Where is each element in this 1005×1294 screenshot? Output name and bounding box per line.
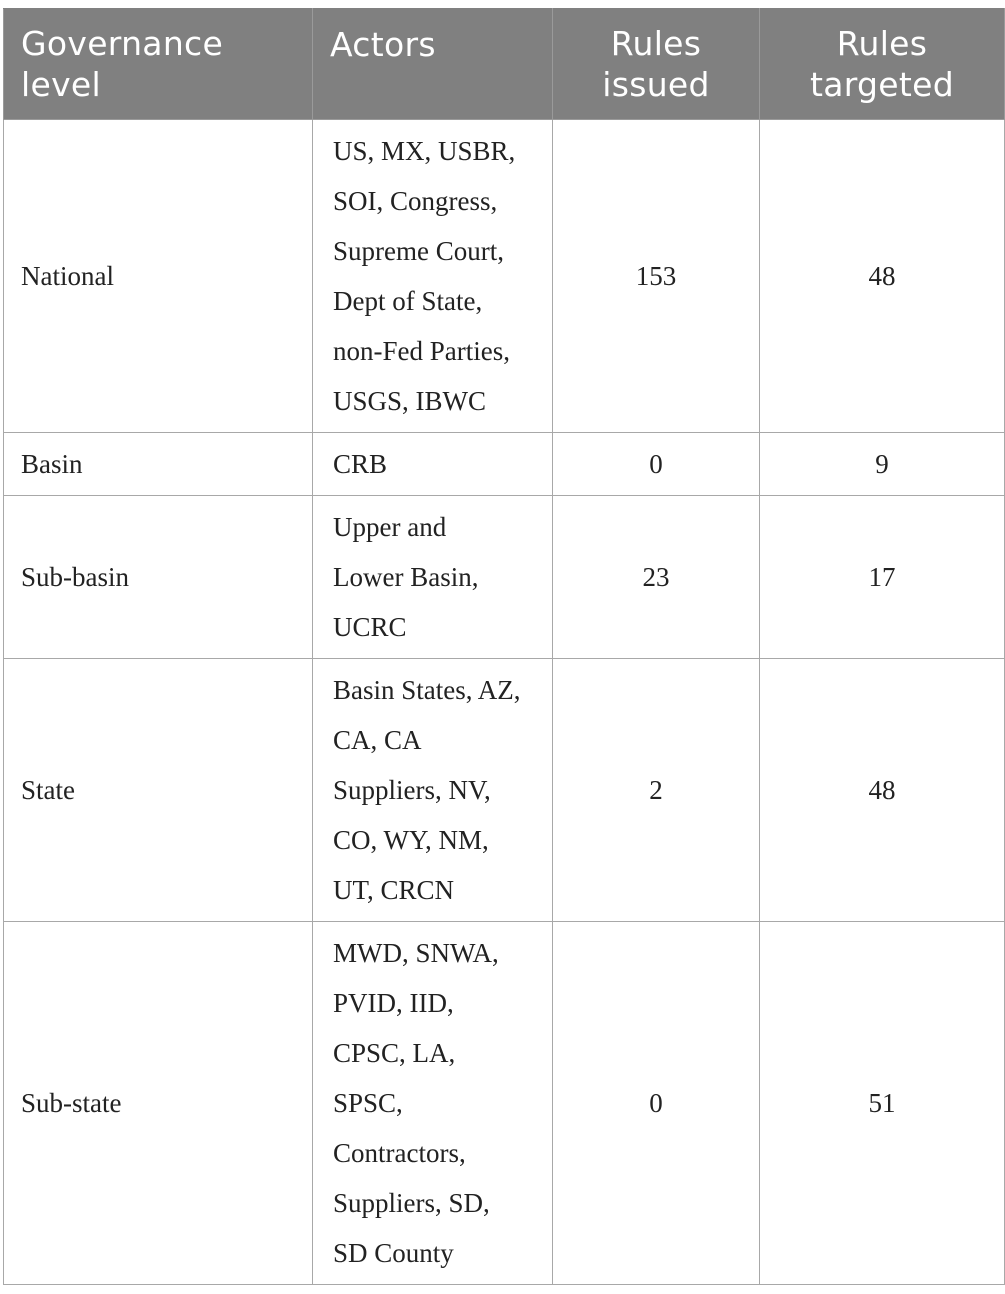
rules-targeted-cell: 9 [760, 433, 1005, 496]
header-line: Rules [836, 24, 928, 63]
header-actors [313, 9, 553, 120]
table-row [4, 922, 1005, 1285]
actor-line: MWD, SNWA, [333, 938, 499, 968]
header-line: Rules [610, 24, 702, 63]
actors-cell [313, 659, 553, 922]
rules-targeted-cell: 48 [760, 659, 1005, 922]
table-header [4, 9, 1005, 120]
governance-level-cell: National [4, 120, 313, 433]
actor-line: Suppliers, NV, [333, 775, 491, 805]
actors-cell [313, 922, 553, 1285]
actor-line: CO, WY, NM, [333, 825, 489, 855]
rules-issued-cell: 153 [553, 120, 760, 433]
actor-line: USGS, IBWC [333, 386, 487, 416]
governance-level-cell: State [4, 659, 313, 922]
actor-line: Lower Basin, [333, 562, 479, 592]
header-line: level [21, 65, 101, 104]
actor-line: UT, CRCN [333, 875, 455, 905]
actor-line: Basin States, AZ, [333, 675, 521, 705]
actor-line: Suppliers, SD, [333, 1188, 490, 1218]
actor-line: US, MX, USBR, [333, 136, 516, 166]
actor-line: UCRC [333, 612, 407, 642]
actor-line: Dept of State, [333, 286, 483, 316]
rules-issued-cell: 0 [553, 922, 760, 1285]
actor-line: SPSC, [333, 1088, 403, 1118]
rules-issued-cell: 23 [553, 496, 760, 659]
actor-line: Upper and [333, 512, 447, 542]
header-line: issued [602, 65, 710, 104]
header-line: Governance [21, 24, 224, 63]
header-rules-targeted [760, 9, 1005, 120]
actor-line: Contractors, [333, 1138, 466, 1168]
table-body [4, 120, 1005, 1285]
rules-targeted-cell: 48 [760, 120, 1005, 433]
header-line: targeted [810, 65, 954, 104]
actor-line: Supreme Court, [333, 236, 504, 266]
actor-line: CA, CA [333, 725, 422, 755]
actors-cell [313, 433, 553, 496]
table-row [4, 433, 1005, 496]
actors-cell [313, 120, 553, 433]
actor-line: SD County [333, 1238, 454, 1268]
header-line: Actors [330, 25, 436, 64]
governance-level-cell: Sub-state [4, 922, 313, 1285]
actor-line: non-Fed Parties, [333, 336, 510, 366]
governance-level-cell: Sub-basin [4, 496, 313, 659]
table-row [4, 659, 1005, 922]
header-governance-level [4, 9, 313, 120]
header-row [4, 9, 1005, 120]
actors-cell [313, 496, 553, 659]
actor-line: CRB [333, 449, 388, 479]
rules-issued-cell: 2 [553, 659, 760, 922]
rules-targeted-cell: 17 [760, 496, 1005, 659]
rules-issued-cell: 0 [553, 433, 760, 496]
rules-targeted-cell: 51 [760, 922, 1005, 1285]
table-row [4, 496, 1005, 659]
governance-table [3, 8, 1005, 1285]
actor-line: PVID, IID, [333, 988, 454, 1018]
header-rules-issued [553, 9, 760, 120]
actor-line: CPSC, LA, [333, 1038, 456, 1068]
governance-level-cell: Basin [4, 433, 313, 496]
table-row [4, 120, 1005, 433]
actor-line: SOI, Congress, [333, 186, 498, 216]
